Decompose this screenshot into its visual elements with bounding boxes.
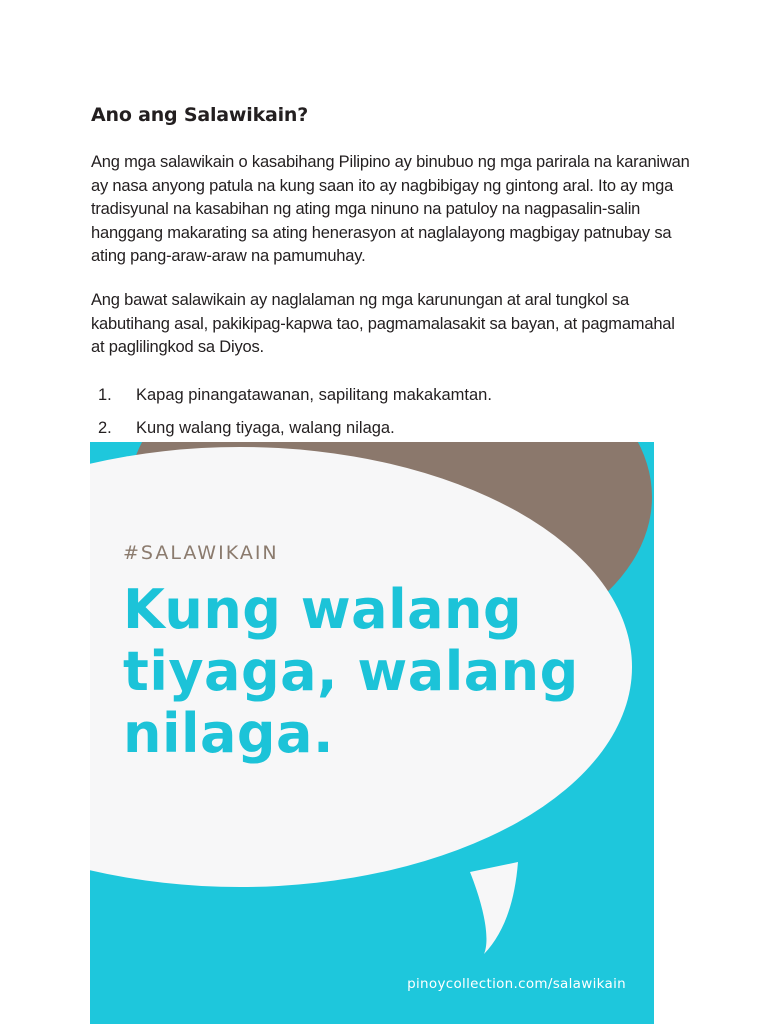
card-hashtag: #SALAWIKAIN — [123, 542, 279, 564]
quote-line: tiyaga, walang — [123, 640, 579, 703]
list-item-number: 1. — [98, 386, 112, 404]
intro-paragraph: Ang mga salawikain o kasabihang Pilipino ay binubuo ng mga parirala na karaniwan ay nasa anyong patula na kung saan ito ay nagbibigay ng gintong aral. Ito ay mga tradisyunal na kasabihan ng ating mga ninuno na patuloy na nagpasalin-salin hanggang makarating sa ating henerasyon at naglalayong magbigay patnubay sa ating pang-araw-araw na pamumuhay. — [91, 153, 690, 265]
list-item-text: Kapag pinangatawanan, sapilitang makakamtan. — [136, 386, 492, 404]
page-heading: Ano ang Salawikain? — [91, 104, 309, 126]
quote-line: nilaga. — [123, 702, 335, 765]
values-paragraph: Ang bawat salawikain ay naglalaman ng mga karunungan at aral tungkol sa kabutihang asal, pakikipag-kapwa tao, pagmamalasakit sa bayan, at pagmamahal at paglilingkod sa Diyos. — [91, 291, 675, 356]
list-item-number: 2. — [98, 419, 112, 437]
speech-bubble-tail — [470, 862, 518, 954]
card-quote — [123, 579, 579, 765]
list-item-text: Kung walang tiyaga, walang nilaga. — [136, 419, 395, 437]
quote-line: Kung walang — [123, 578, 523, 641]
card-source-url: pinoycollection.com/salawikain — [407, 976, 626, 992]
salawikain-quote-card — [90, 442, 654, 1024]
